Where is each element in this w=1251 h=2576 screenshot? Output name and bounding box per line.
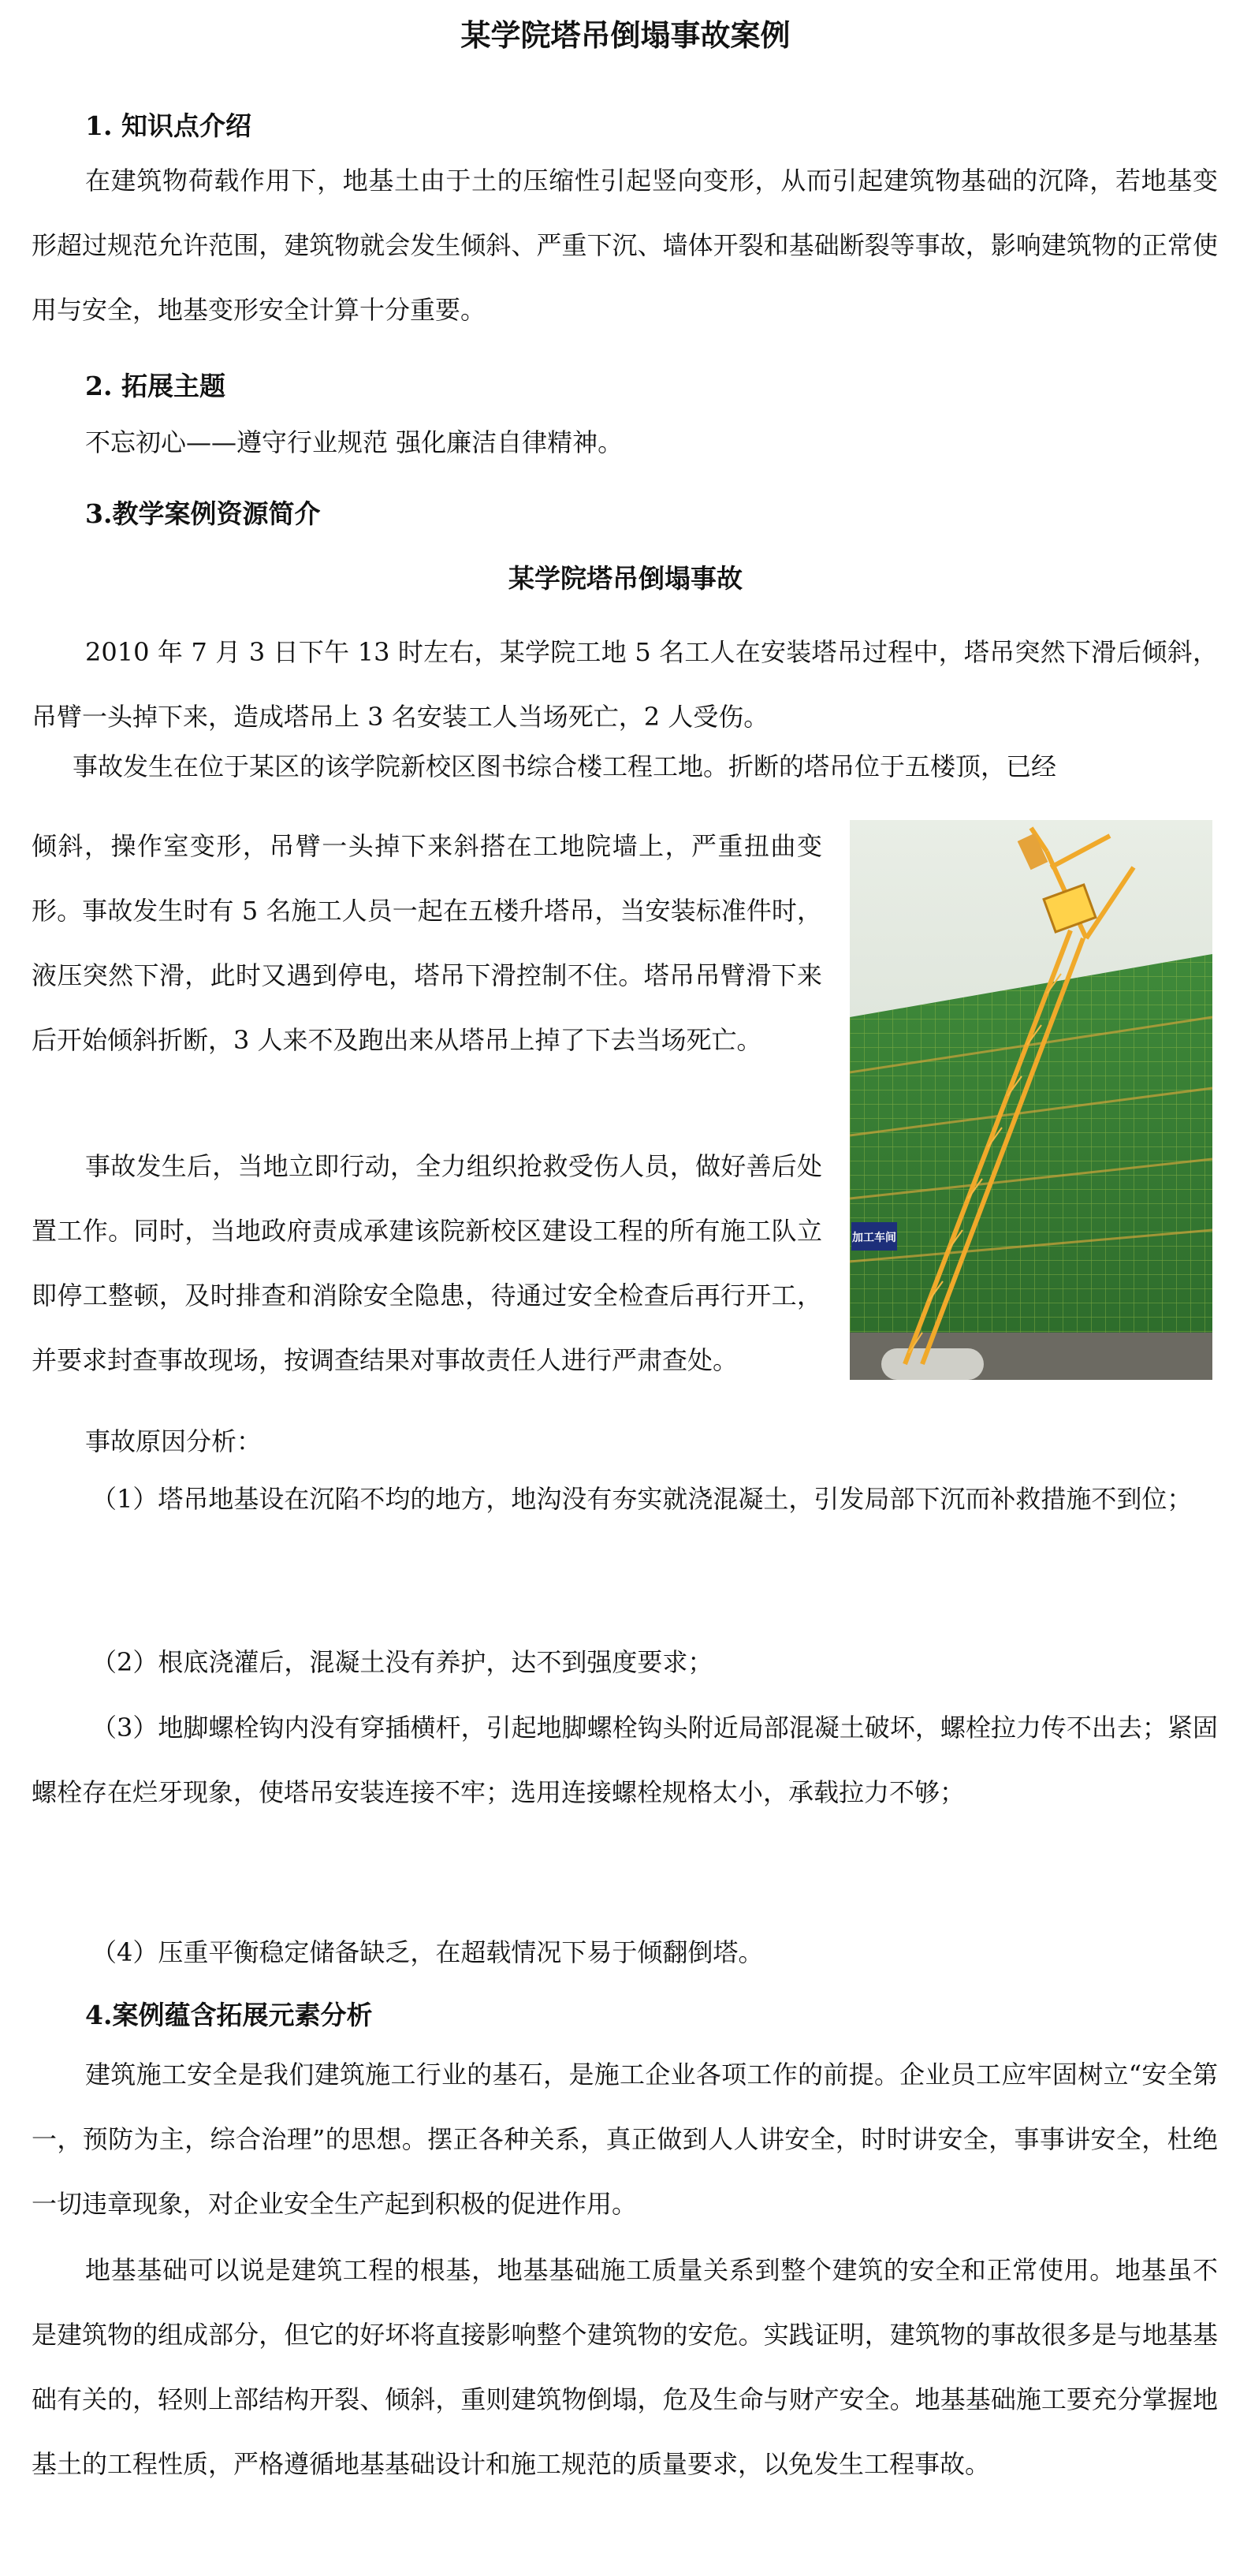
section-1-text: 在建筑物荷载作用下，地基土由于土的压缩性引起竖向变形，从而引起建筑物基础的沉降，若地基变形超过规范允许范围，建筑物就会发生倾斜、严重下沉、墙体开裂和基础断裂等事故，影响建筑物的正常使用与安全，地基变形安全计算十分重要。: [32, 166, 1218, 325]
section-4-paragraph-2: 地基基础可以说是建筑工程的根基，地基基础施工质量关系到整个建筑的安全和正常使用。地基虽不是建筑物的组成部分，但它的好坏将直接影响整个建筑物的安危。实践证明，建筑物的事故很多是与地基基础有关的，轻则上部结构开裂、倾斜，重则建筑物倒塌，危及生命与财产安全。地基基础施工要充分掌握地基土的工程性质，严格遵循地基基础设计和施工规范的质量要求，以免发生工程事故。: [32, 2255, 1218, 2479]
case-paragraph-1: 2010 年 7 月 3 日下午 13 时左右，某学院工地 5 名工人在安装塔吊过程中，塔吊突然下滑后倾斜，吊臂一头掉下来，造成塔吊上 3 名安装工人当场死亡，2 人受伤。: [32, 637, 1218, 732]
cause-item-1: （1）塔吊地基设在沉陷不均的地方，地沟没有夯实就浇混凝土，引发局部下沉而补救措施不到位；: [91, 1484, 1193, 1514]
case-paragraph-2-continued: 倾斜，操作室变形，吊臂一头掉下来斜搭在工地院墙上，严重扭曲变形。事故发生时有 5 名施工人员一起在五楼升塔吊，当安装标准件时，液压突然下滑，此时又遇到停电，塔吊下滑控制不住。塔吊吊臂滑下来后开始倾斜折断，3 人来不及跑出来从塔吊上掉了下去当场死亡。: [32, 831, 822, 1055]
section-1-heading: 1. 知识点介绍: [85, 110, 251, 141]
tower-crane-collapse-photo: [850, 820, 1212, 1380]
cause-item-2: （2）根底浇灌后，混凝土没有养护，达不到强度要求；: [91, 1647, 713, 1677]
photo-sign-text: 加工车间: [852, 1232, 896, 1244]
cause-item-3: （3）地脚螺栓钩内没有穿插横杆，引起地脚螺栓钩头附近局部混凝土破坏，螺栓拉力传不出去；紧固螺栓存在烂牙现象，使塔吊安装连接不牢；选用连接螺栓规格太小，承载拉力不够；: [32, 1713, 1218, 1807]
section-2-text: 不忘初心——遵守行业规范 强化廉洁自律精神。: [85, 427, 624, 457]
section-3-heading: 3.教学案例资源简介: [85, 498, 321, 529]
section-4-paragraph-1: 建筑施工安全是我们建筑施工行业的基石，是施工企业各项工作的前提。企业员工应牢固树立“安全第一，预防为主，综合治理”的思想。摆正各种关系，真正做到人人讲安全，时时讲安全，事事讲安全，杜绝一切违章现象，对企业安全生产起到积极的促进作用。: [32, 2060, 1218, 2219]
cause-item-4: （4）压重平衡稳定储备缺乏，在超载情况下易于倾翻倒塔。: [91, 1937, 764, 1967]
cause-analysis-heading: 事故原因分析：: [85, 1426, 262, 1456]
case-paragraph-2-first-line: 事故发生在位于某区的该学院新校区图书综合楼工程工地。折断的塔吊位于五楼顶，已经: [73, 751, 1057, 781]
section-2-heading: 2. 拓展主题: [85, 371, 225, 401]
section-4-heading: 4.案例蕴含拓展元素分析: [85, 2000, 373, 2030]
case-paragraph-3: 事故发生后，当地立即行动，全力组织抢救受伤人员，做好善后处置工作。同时，当地政府责成承建该院新校区建设工程的所有施工队立即停工整顿，及时排查和消除安全隐患，待通过安全检查后再行开工，并要求封查事故现场，按调查结果对事故责任人进行严肃查处。: [32, 1151, 822, 1375]
case-subtitle: 某学院塔吊倒塌事故: [508, 563, 743, 594]
document-title: 某学院塔吊倒塌事故案例: [460, 17, 791, 53]
